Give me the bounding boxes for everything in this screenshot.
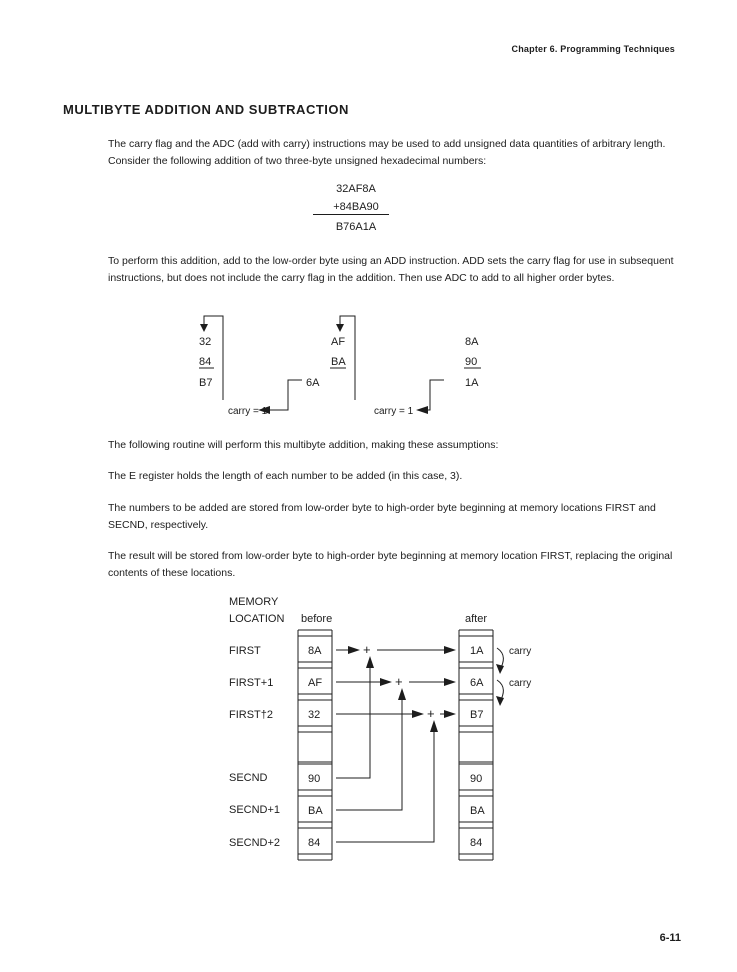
carry-label-row-1: carry (509, 678, 532, 689)
after-value-0: 1A (470, 645, 484, 657)
before-value-5: BA (308, 805, 323, 817)
carry-path-1 (262, 380, 302, 410)
sum-operand-2: +84BA90 (333, 201, 379, 213)
col3-bottom: 90 (465, 356, 478, 368)
after-value-6: 84 (470, 837, 483, 849)
location-first-2: FIRST†2 (229, 709, 274, 721)
before-value-6: 84 (308, 837, 321, 849)
sum-rule (313, 214, 389, 215)
carry-label-row-0: carry (509, 646, 532, 657)
after-value-4: 90 (470, 773, 483, 785)
header-after: after (465, 613, 488, 625)
paragraph-intro: The carry flag and the ADC (add with carry) instructions may be used to add unsigned data quantities of arbitrary length. Consider the following addition of two three-byte unsigned hexadecimal numbers: (108, 138, 666, 167)
carry-label-1: carry = 1 (228, 406, 268, 417)
paragraph-result: The result will be stored from low-order byte to high-order byte beginning at memory location FIRST, replacing the original contents of these locations. (108, 550, 673, 579)
after-value-1: 6A (470, 677, 484, 689)
col2-top: AF (331, 336, 346, 348)
plus-sign-2: + (427, 706, 435, 721)
col2-bottom: BA (331, 356, 346, 368)
carry-path-2 (420, 380, 444, 410)
byte-addition-diagram (0, 300, 737, 425)
plus-sign-1: + (395, 674, 403, 689)
section-title: MULTIBYTE ADDITION AND SUBTRACTION (63, 102, 349, 117)
after-cell-gap (459, 732, 493, 762)
location-first-1: FIRST+1 (229, 677, 274, 689)
header-before: before (301, 613, 333, 625)
col3-result: 1A (465, 377, 479, 389)
header-location: LOCATION (229, 613, 285, 625)
paragraph-routine: The following routine will perform this multibyte addition, making these assumptions: (108, 439, 499, 451)
col2-result: 6A (306, 377, 320, 389)
before-value-2: 32 (308, 709, 321, 721)
col1-top: 32 (199, 336, 212, 348)
paragraph-e-register: The E register holds the length of each number to be added (in this case, 3). (108, 470, 463, 482)
paragraph-numbers: The numbers to be added are stored from low-order byte to high-order byte beginning at memory locations FIRST and SECND, respectively. (108, 502, 656, 531)
location-secnd: SECND (229, 772, 268, 784)
paragraph-perform: To perform this addition, add to the low-order byte using an ADD instruction. ADD sets the carry flag for use in subsequent instructions, but does not include the carry flag in the addition. Then use ADC to add to all higher order bytes. (108, 255, 674, 284)
col3-top: 8A (465, 336, 479, 348)
plus-sign-0: + (363, 642, 371, 657)
before-value-1: AF (308, 677, 323, 689)
sum-operand-1: 32AF8A (336, 183, 376, 195)
after-value-2: B7 (470, 709, 484, 721)
col1-bottom: 84 (199, 356, 212, 368)
carry-label-2: carry = 1 (374, 406, 414, 417)
before-value-0: 8A (308, 645, 322, 657)
after-value-5: BA (470, 805, 485, 817)
memory-diagram (0, 590, 737, 865)
location-first: FIRST (229, 645, 261, 657)
running-head: Chapter 6. Programming Techniques (511, 44, 675, 54)
location-secnd-1: SECND+1 (229, 804, 281, 816)
header-memory: MEMORY (229, 596, 279, 608)
before-value-4: 90 (308, 773, 321, 785)
col1-result: B7 (199, 377, 213, 389)
page-number: 6-11 (659, 932, 681, 944)
location-secnd-2: SECND+2 (229, 837, 281, 849)
before-cell-gap (298, 732, 332, 762)
sum-result: B76A1A (335, 221, 377, 233)
